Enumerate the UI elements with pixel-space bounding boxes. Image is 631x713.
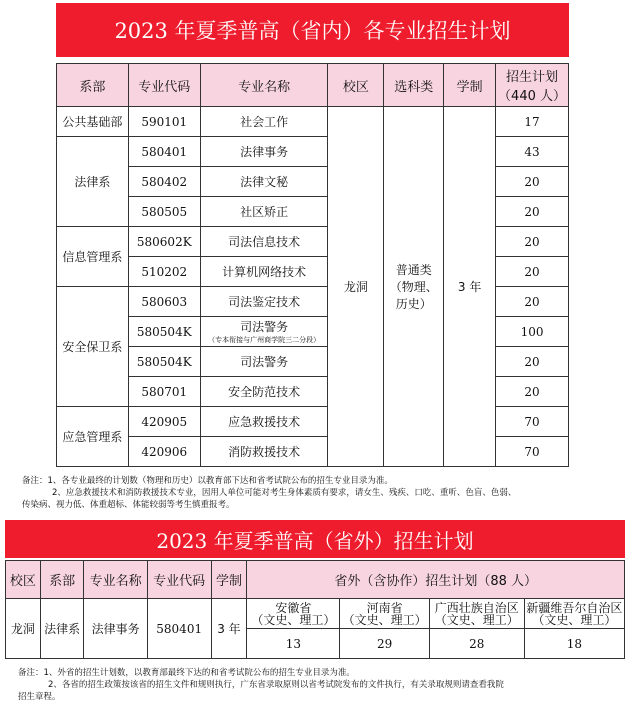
province-plan-cell: 18 [524,629,624,659]
header-out-plan: 省外（含协作）招生计划（88 人） [247,561,625,599]
province-cell: 河南省 （文史、理工） [340,599,429,629]
province-plan-cell: 28 [429,629,524,659]
duration-cell: 3 年 [444,107,496,467]
plan-cell: 20 [496,377,569,407]
table2 [5,560,625,659]
code-cell: 580504K [128,317,200,347]
table2-title: 2023 年夏季普高（省外）招生计划 [5,520,625,558]
plan-cell: 70 [496,437,569,467]
name-cell: 法律文秘 [200,167,328,197]
dept-cell: 法律系 [57,137,129,227]
name-cell: 法律事务 [200,137,328,167]
header-plan: 招生计划 （440 人） [496,64,569,107]
province-plan-cell: 29 [340,629,429,659]
header-campus: 校区 [328,64,384,107]
campus-cell: 龙洞 [6,599,41,659]
name-cell: 计算机网络技术 [200,257,328,287]
province-plan-cell: 13 [247,629,340,659]
province-cell: 新疆维吾尔自治区 （文史、理工） [524,599,624,629]
code-cell: 580402 [128,167,200,197]
code-cell: 420905 [128,407,200,437]
plan-cell: 17 [496,107,569,137]
header-dept: 系部 [57,64,129,107]
name-cell: 消防救援技术 [200,437,328,467]
header-subject: 选科类 [384,64,444,107]
code-cell: 580505 [128,197,200,227]
name-cell: 应急救援技术 [200,407,328,437]
subject-type-cell: 普通类 （物理、 历史） [384,107,444,467]
dept-cell: 法律系 [40,599,84,659]
name-cell: 司法鉴定技术 [200,287,328,317]
header-dept: 系部 [40,561,84,599]
code-cell: 580602K [128,227,200,257]
plan-cell: 43 [496,137,569,167]
plan-cell: 20 [496,287,569,317]
dept-cell: 公共基础部 [57,107,129,137]
header-code: 专业代码 [147,561,211,599]
name-cell: 安全防范技术 [200,377,328,407]
plan-cell: 20 [496,167,569,197]
name-cell: 社区矫正 [200,197,328,227]
note-line: 2、应急救援技术和消防救援技术专业，因用人单位可能对考生身体素质有要求，请女生、残疾、口吃、重听、色盲、色弱、 [52,488,517,498]
dept-cell: 信息管理系 [57,227,129,287]
code-cell: 510202 [128,257,200,287]
province-cell: 广西壮族自治区 （文史、理工） [429,599,524,629]
header-name: 专业名称 [200,64,328,107]
plan-cell: 100 [496,317,569,347]
code-cell: 590101 [128,107,200,137]
header-campus: 校区 [6,561,41,599]
code-cell: 580504K [128,347,200,377]
header-name: 专业名称 [84,561,147,599]
note-line: 备注：1、各专业最终的计划数（物理和历史）以教育部下达和省考试院公布的招生专业目录为准。 [22,476,393,486]
header-duration: 学制 [444,64,496,107]
name-cell: 司法警务 [200,347,328,377]
name-cell: 社会工作 [200,107,328,137]
note-line: 招生章程。 [18,692,61,702]
note-line: 传染病、视力低、体重超标、体能较弱等考生慎重报考。 [22,500,235,510]
plan-cell: 20 [496,347,569,377]
name-cell: 司法警务 （专本衔接与广州商学院三二分段） [200,317,328,347]
code-cell: 420906 [128,437,200,467]
campus-cell: 龙洞 [328,107,384,467]
code-cell: 580401 [147,599,211,659]
table-row [57,107,569,137]
name-cell: 司法信息技术 [200,227,328,257]
duration-cell: 3 年 [211,599,247,659]
dept-cell: 安全保卫系 [57,287,129,407]
table-row [6,599,625,629]
table1 [56,63,569,467]
header-duration: 学制 [211,561,247,599]
note-line: 2、各省的招生政策按该省的招生文件和规则执行，广东省录取原则以省考试院发布的文件执行，有关录取规则请查看我院 [48,680,504,690]
notes1 [22,475,602,511]
dept-cell: 应急管理系 [57,407,129,467]
code-cell: 580603 [128,287,200,317]
table1-title: 2023 年夏季普高（省内）各专业招生计划 [56,3,569,57]
plan-cell: 20 [496,257,569,287]
province-cell: 安徽省 （文史、理工） [247,599,340,629]
code-cell: 580701 [128,377,200,407]
header-code: 专业代码 [128,64,200,107]
plan-cell: 20 [496,197,569,227]
notes2 [18,667,608,703]
name-cell: 法律事务 [84,599,147,659]
table1-header-row [57,64,569,107]
plan-cell: 70 [496,407,569,437]
plan-cell: 20 [496,227,569,257]
note-line: 备注：1、外省的招生计划数，以教育部最终下达的和省考试院公布的招生专业目录为准。 [18,668,355,678]
code-cell: 580401 [128,137,200,167]
name-sub: （专本衔接与广州商学院三二分段） [208,336,321,344]
table2-header-row [6,561,625,599]
